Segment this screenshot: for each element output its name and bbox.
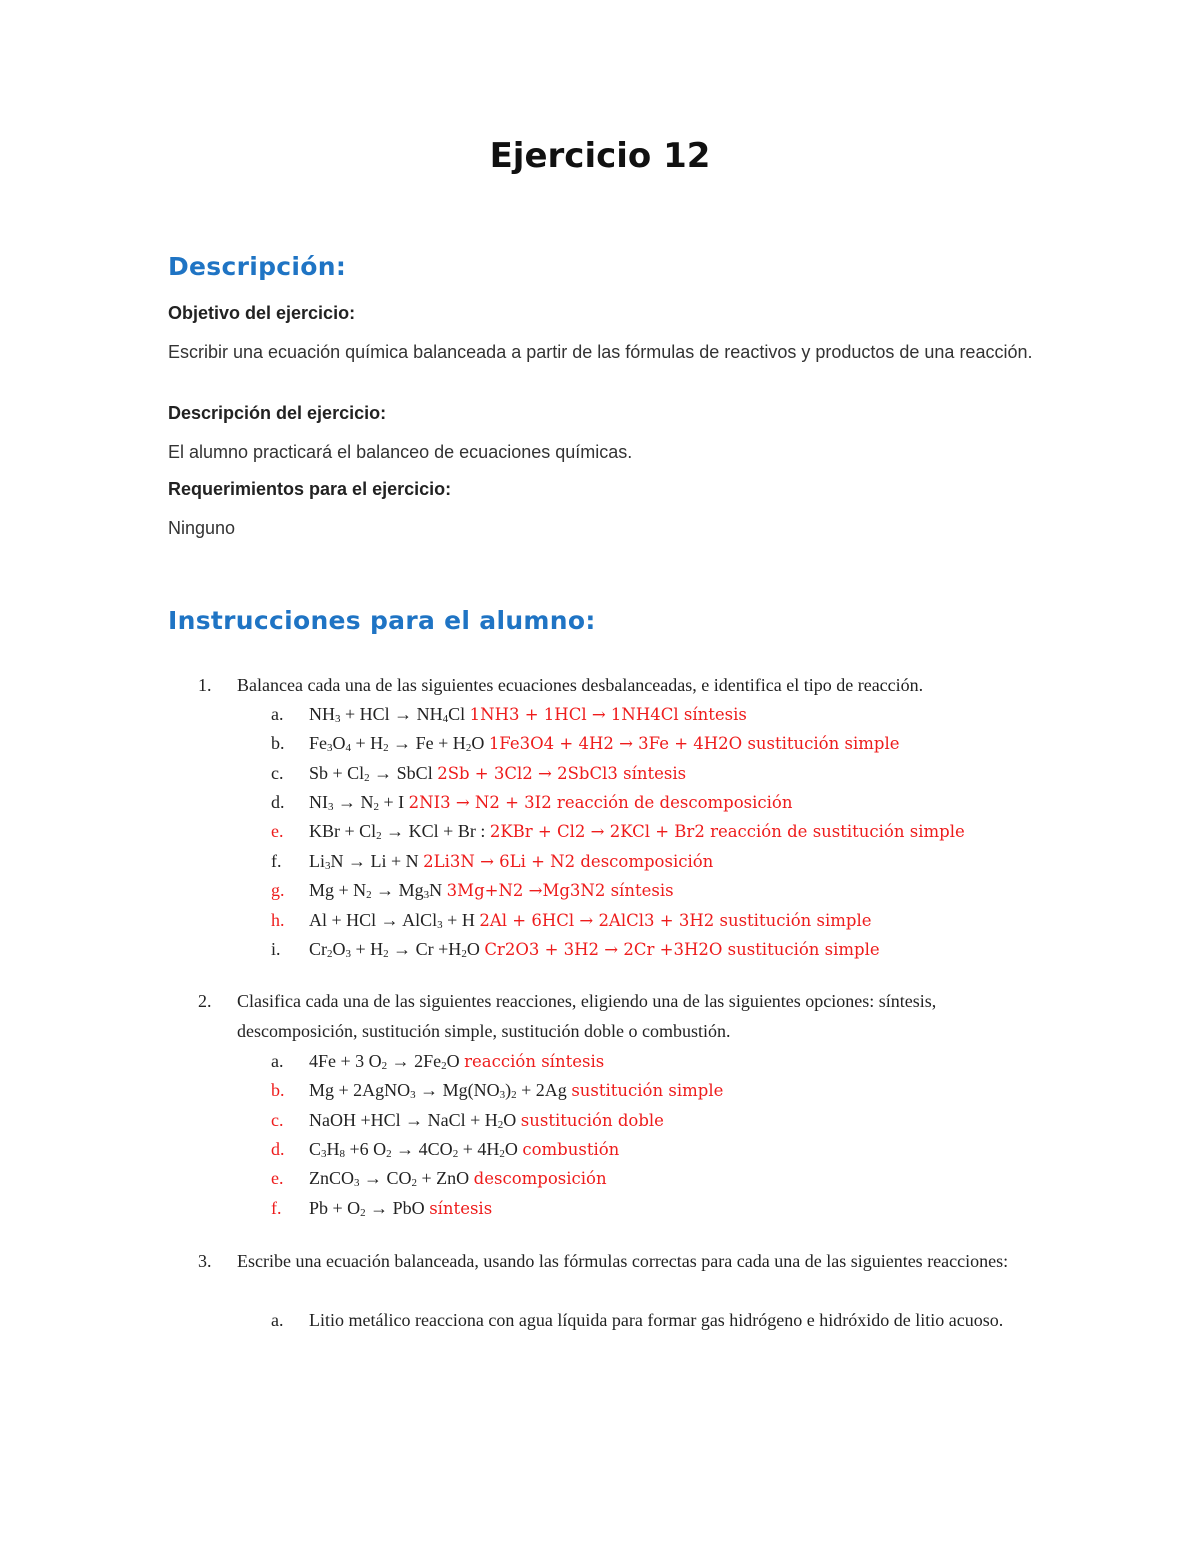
answer: Cr2O3 + 3H2 → 2Cr +3H2O sustitución simple bbox=[484, 940, 880, 959]
objetivo-text: Escribir una ecuación química balanceada a partir de las fórmulas de reactivos y productos de una reacción. bbox=[168, 342, 1033, 362]
list-item bbox=[271, 875, 1131, 905]
item-letter: e. bbox=[271, 1168, 284, 1188]
answer: sustitución doble bbox=[520, 1111, 664, 1130]
descripcion-text: El alumno practicará el balanceo de ecuaciones químicas. bbox=[168, 442, 633, 462]
question-number: 3. bbox=[198, 1251, 212, 1271]
answer: descomposición bbox=[473, 1169, 607, 1188]
item-letter: e. bbox=[271, 821, 284, 841]
answer: 1Fe3O4 + 4H2 → 3Fe + 4H2O sustitución simple bbox=[488, 734, 900, 753]
equation: $C_3H_8 +6$ $O_2 \to 4CO_2 + 4H_2O$ combustión bbox=[309, 1139, 620, 1160]
equation: $Pb + O_2$ → PbO síntesis bbox=[309, 1198, 493, 1219]
list-item bbox=[271, 846, 1131, 876]
requerimientos-label: Requerimientos para el ejercicio: bbox=[168, 479, 452, 499]
equation: Mg + 2AgNO$_3$ → $Mg(NO_3)_2 + 2Ag$ sustitución simple bbox=[309, 1080, 724, 1101]
question-number: 1. bbox=[198, 675, 212, 695]
list-item bbox=[271, 787, 1131, 817]
equation: $Cr_2O_3 + H_2 \to Cr +H_2O$ Cr2O3 + 3H2 → 2Cr +3H2O sustitución simple bbox=[309, 939, 880, 960]
list-item bbox=[271, 934, 1131, 964]
list-item bbox=[271, 1134, 1131, 1164]
question-text: Clasifica cada una de las siguientes reacciones, eligiendo una de las siguientes opciones: síntesis, descomposición, sustitución simple, sustitución doble o combustión. bbox=[237, 991, 937, 1041]
question-3 bbox=[198, 1246, 1098, 1306]
item-letter: d. bbox=[271, 792, 285, 812]
item-letter: a. bbox=[271, 1310, 284, 1330]
equation: $NI_3 \to N_2 + I$ 2NI3 → N2 + 3I2 reacción de descomposición bbox=[309, 792, 793, 813]
equation: $Li_3N \to Li + N$ 2Li3N → 6Li + N2 descomposición bbox=[309, 851, 714, 872]
equation: Al + HCl → AlCl$_3$ + H 2Al + 6HCl → 2AlCl3 + 3H2 sustitución simple bbox=[309, 910, 872, 931]
list-item bbox=[271, 816, 1131, 846]
question-number: 2. bbox=[198, 991, 212, 1011]
answer: reacción síntesis bbox=[464, 1052, 605, 1071]
equation: $NH_3$ + HCl → $NH_4Cl$ 1NH3 + 1HCl → 1NH4Cl síntesis bbox=[309, 704, 747, 725]
list-item bbox=[271, 699, 1131, 729]
list-item bbox=[271, 1046, 1131, 1076]
item-letter: h. bbox=[271, 910, 285, 930]
item-letter: c. bbox=[271, 1110, 284, 1130]
answer: 2Li3N → 6Li + N2 descomposición bbox=[423, 852, 714, 871]
answer: síntesis bbox=[429, 1199, 493, 1218]
item-letter: f. bbox=[271, 1198, 282, 1218]
list-item bbox=[271, 1305, 1131, 1365]
list-item bbox=[271, 1163, 1131, 1193]
question-text: Balancea cada una de las siguientes ecuaciones desbalanceadas, e identifica el tipo de reacción. bbox=[237, 675, 924, 695]
item-letter: i. bbox=[271, 939, 281, 959]
list-item bbox=[271, 905, 1131, 935]
descripcion-heading: Descripción: bbox=[168, 252, 347, 281]
equation: $Fe_3O_4 + H_2 \to Fe + H_2O$ 1Fe3O4 + 4H2 → 3Fe + 4H2O sustitución simple bbox=[309, 733, 900, 754]
list-item bbox=[271, 1105, 1131, 1135]
list-item bbox=[271, 758, 1131, 788]
question-1 bbox=[198, 670, 1098, 700]
item-letter: c. bbox=[271, 763, 284, 783]
item-letter: f. bbox=[271, 851, 282, 871]
answer: combustión bbox=[522, 1140, 620, 1159]
item-letter: b. bbox=[271, 1080, 285, 1100]
item-letter: d. bbox=[271, 1139, 285, 1159]
answer: 2Sb + 3Cl2 → 2SbCl3 síntesis bbox=[437, 764, 687, 783]
equation: $Mg + N_2 \to Mg_3N$ 3Mg+N2 →Mg3N2 síntesis bbox=[309, 880, 674, 901]
page-title: Ejercicio 12 bbox=[489, 136, 711, 176]
list-item bbox=[271, 1193, 1131, 1223]
list-item bbox=[271, 1075, 1131, 1105]
equation: 4Fe + 3 $O_2 \to 2Fe_2O$ reacción síntesis bbox=[309, 1051, 605, 1072]
answer: 2NI3 → N2 + 3I2 reacción de descomposición bbox=[408, 793, 793, 812]
descripcion-label: Descripción del ejercicio: bbox=[168, 403, 387, 423]
answer: 2Al + 6HCl → 2AlCl3 + 3H2 sustitución simple bbox=[479, 911, 872, 930]
list-item bbox=[271, 728, 1131, 758]
question-text: Escribe una ecuación balanceada, usando las fórmulas correctas para cada una de las siguientes reacciones: bbox=[237, 1251, 1009, 1271]
answer: 3Mg+N2 →Mg3N2 síntesis bbox=[446, 881, 674, 900]
instrucciones-heading: Instrucciones para el alumno: bbox=[168, 606, 596, 635]
equation: ZnCO$_3$ → $CO_2$ + ZnO descomposición bbox=[309, 1168, 607, 1189]
equation: KBr + $Cl_2$ → KCl + Br : 2KBr + Cl2 → 2KCl + Br2 reacción de sustitución simple bbox=[309, 821, 965, 842]
item-letter: g. bbox=[271, 880, 285, 900]
answer: 2KBr + Cl2 → 2KCl + Br2 reacción de sustitución simple bbox=[489, 822, 965, 841]
item-letter: b. bbox=[271, 733, 285, 753]
item-text: Litio metálico reacciona con agua líquida para formar gas hidrógeno e hidróxido de litio acuoso. bbox=[309, 1310, 1004, 1330]
objetivo-label: Objetivo del ejercicio: bbox=[168, 303, 356, 323]
equation: $Sb + Cl_2$ → SbCl 2Sb + 3Cl2 → 2SbCl3 síntesis bbox=[309, 763, 687, 784]
question-2 bbox=[198, 986, 1098, 1046]
requerimientos-text: Ninguno bbox=[168, 518, 236, 538]
answer: 1NH3 + 1HCl → 1NH4Cl síntesis bbox=[469, 705, 747, 724]
item-letter: a. bbox=[271, 704, 284, 724]
equation: NaOH +HCl → NaCl + $H_2O$ sustitución doble bbox=[309, 1110, 664, 1131]
item-letter: a. bbox=[271, 1051, 284, 1071]
answer: sustitución simple bbox=[571, 1081, 724, 1100]
